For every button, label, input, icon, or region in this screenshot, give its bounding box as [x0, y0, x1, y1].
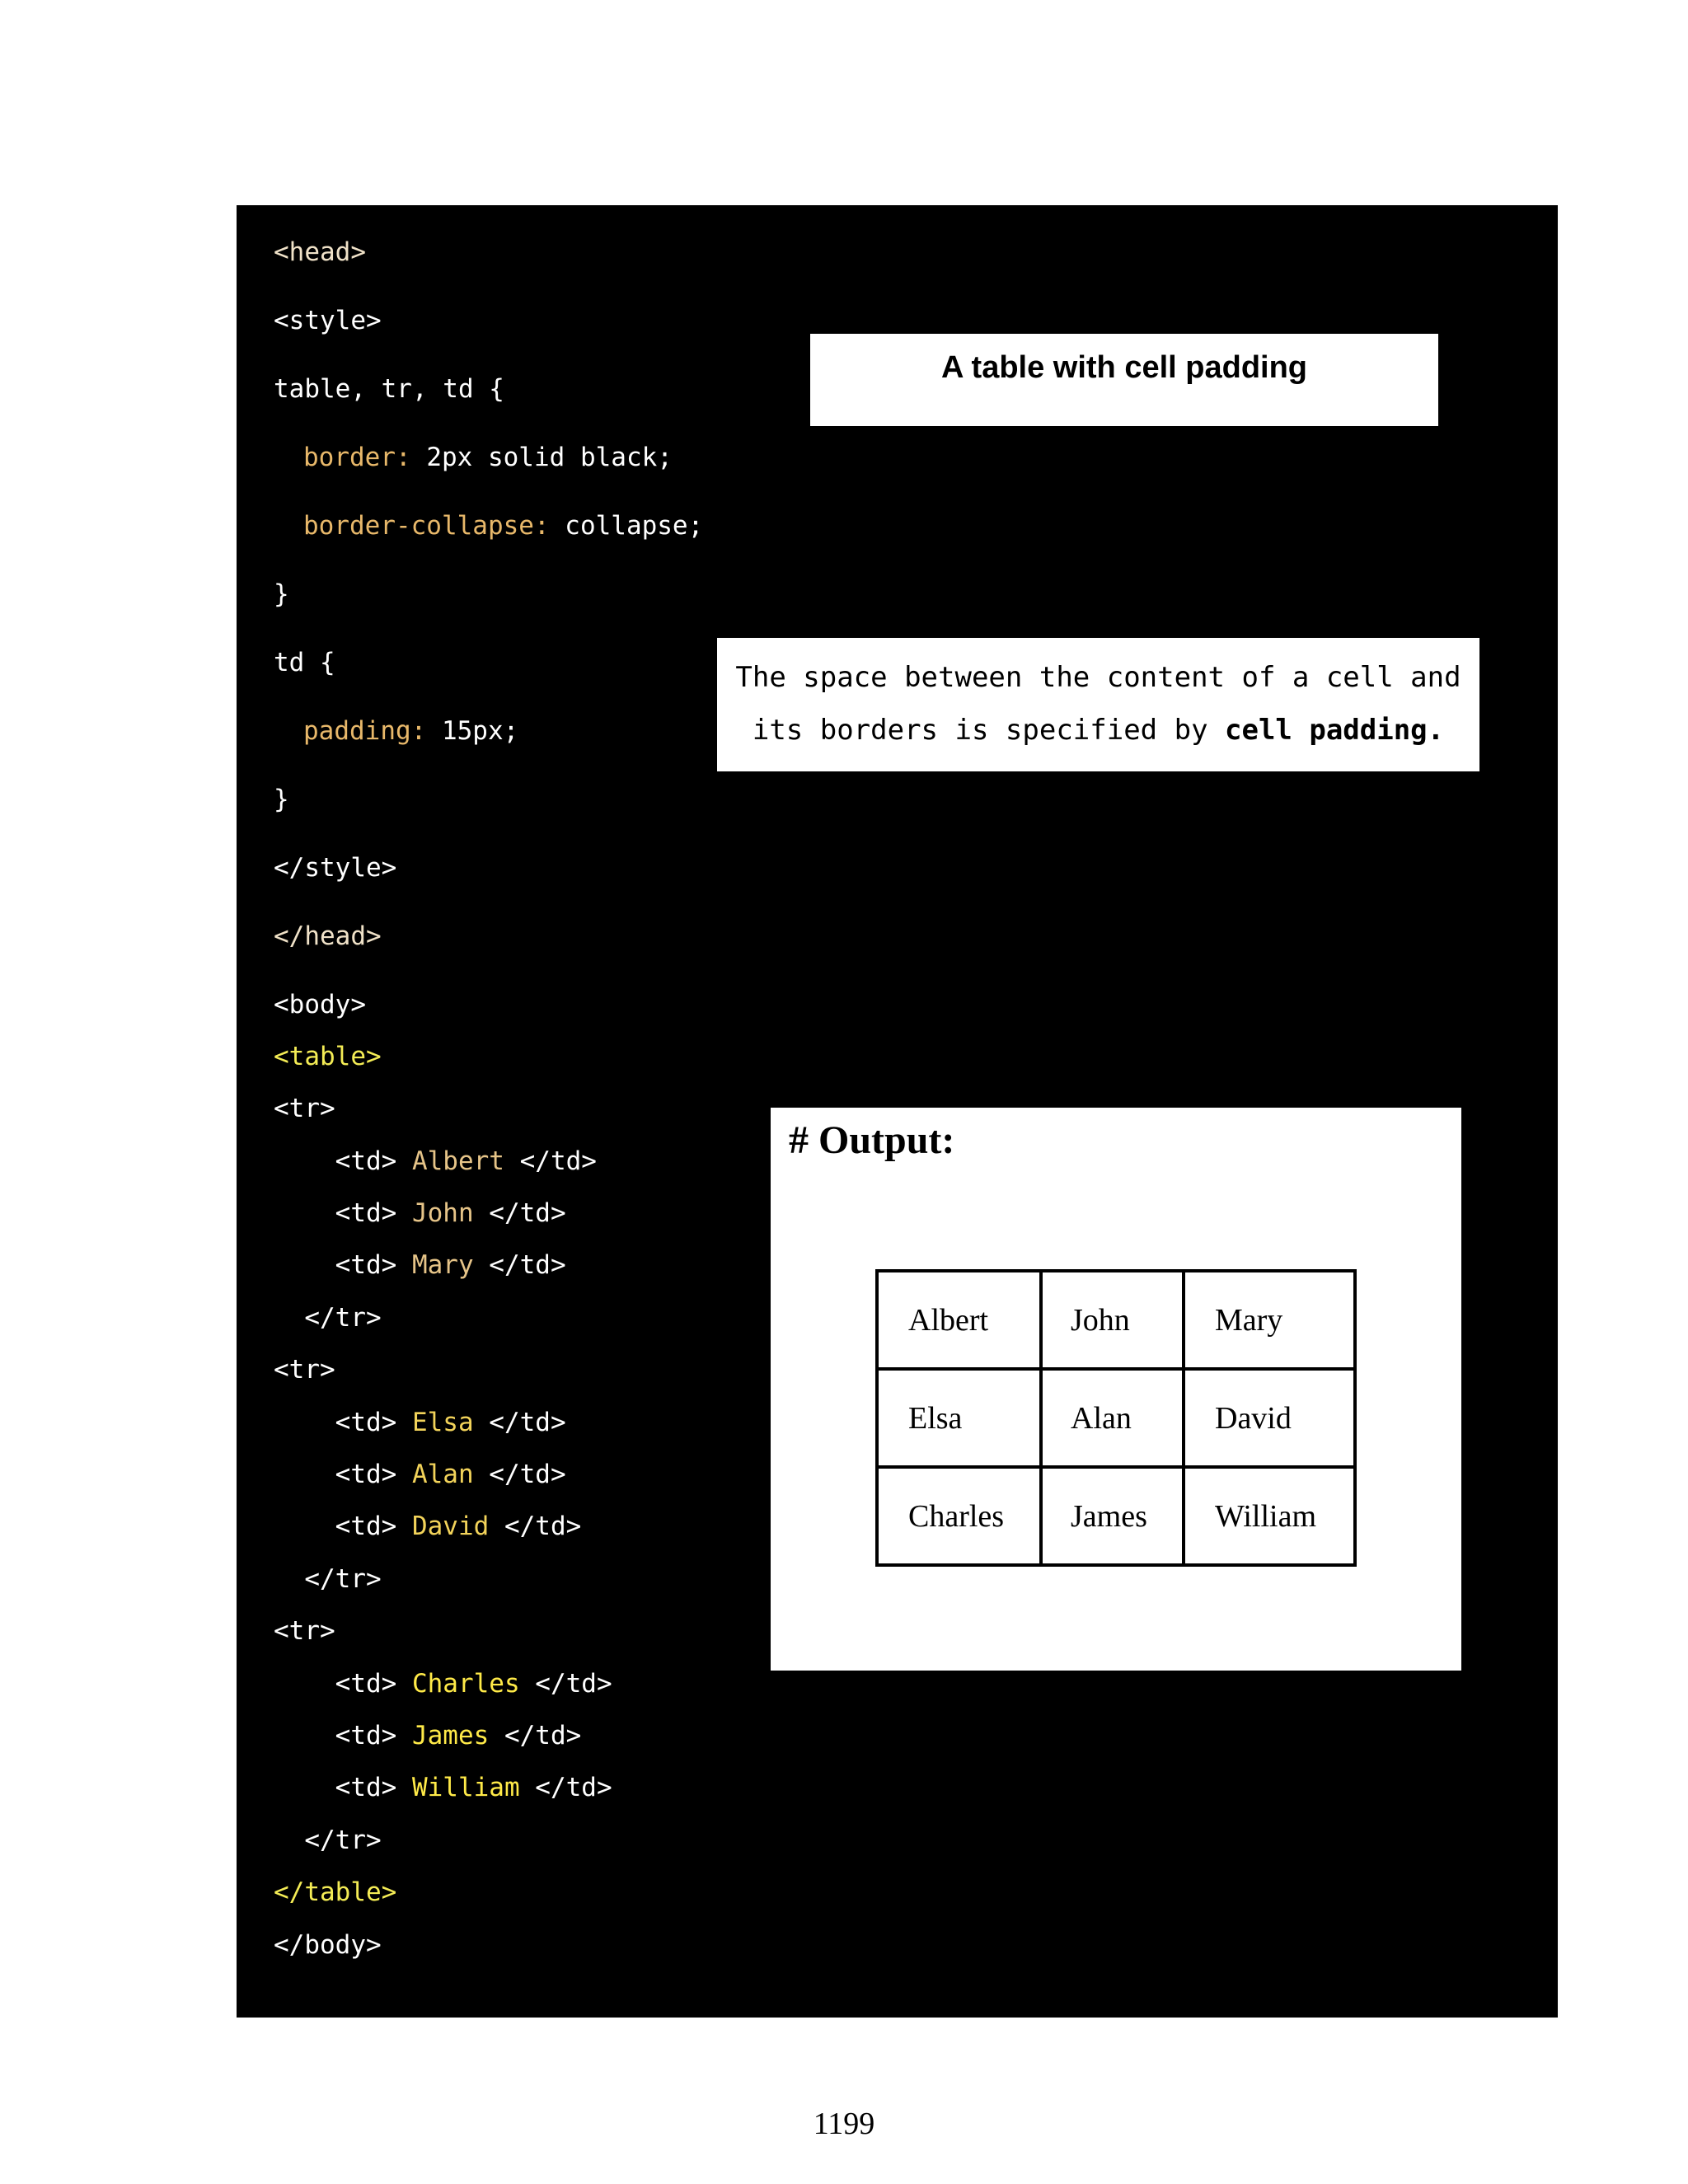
td-open: <td>: [274, 1198, 412, 1228]
td-close: </td>: [489, 1511, 582, 1541]
table-cell: Albert: [877, 1271, 1041, 1369]
code-line-tr2-close: </tr>: [274, 1564, 382, 1594]
code-line-padding: [303, 716, 518, 746]
code-line-r1c3: [274, 1250, 566, 1280]
css-property-border-collapse: border-collapse:: [303, 511, 550, 541]
description-line-2: [717, 704, 1479, 757]
table-cell: Mary: [1184, 1271, 1355, 1369]
code-line-tr3-open: <tr>: [274, 1616, 335, 1646]
td-close: </td>: [473, 1250, 566, 1280]
css-value-border: 2px solid black;: [410, 443, 673, 472]
description-text: its borders is specified by: [752, 714, 1226, 747]
code-line-body-open: <body>: [274, 990, 366, 1019]
td-close: </td>: [519, 1669, 612, 1699]
table-cell: David: [1184, 1369, 1355, 1467]
table-cell: Charles: [877, 1467, 1041, 1565]
code-line-body-close: </body>: [274, 1930, 382, 1960]
code-line-r1c2: [274, 1198, 566, 1228]
code-line-selector-1: table, tr, td {: [274, 374, 504, 404]
td-close: </td>: [473, 1198, 566, 1228]
code-line-table-open: <table>: [274, 1042, 382, 1071]
code-line-selector-2: td {: [274, 648, 335, 677]
code-line-tr1-open: <tr>: [274, 1094, 335, 1123]
table-cell: John: [1041, 1271, 1184, 1369]
page-number: 1199: [813, 2107, 875, 2141]
css-value-border-collapse: collapse;: [549, 511, 704, 541]
td-open: <td>: [274, 1250, 412, 1280]
code-line-head-open: <head>: [274, 237, 366, 267]
description-box: [717, 638, 1479, 771]
cell-value: Elsa: [411, 1408, 474, 1437]
cell-value: Charles: [411, 1669, 520, 1699]
td-open: <td>: [274, 1669, 412, 1699]
code-line-r2c1: [274, 1408, 566, 1437]
table-cell: James: [1041, 1467, 1184, 1565]
code-line-tr1-close: </tr>: [274, 1303, 382, 1333]
code-line-close-1: }: [274, 579, 289, 609]
td-close: </td>: [519, 1773, 612, 1802]
code-line-r3c3: [274, 1773, 612, 1802]
cell-value: Albert: [411, 1146, 504, 1176]
cell-value: David: [411, 1511, 490, 1541]
code-line-border: [303, 443, 673, 472]
td-close: </td>: [473, 1408, 566, 1437]
table-row: [877, 1467, 1355, 1565]
code-line-head-close: </head>: [274, 921, 382, 951]
output-heading: # Output:: [789, 1118, 955, 1162]
code-line-close-2: }: [274, 785, 289, 814]
description-emphasis: cell padding.: [1225, 714, 1445, 747]
td-open: <td>: [274, 1721, 412, 1750]
cell-value: Alan: [411, 1460, 474, 1489]
code-line-r2c3: [274, 1511, 581, 1541]
td-close: </td>: [504, 1146, 597, 1176]
td-open: <td>: [274, 1460, 412, 1489]
css-property-padding: padding:: [303, 716, 427, 746]
code-line-r3c2: [274, 1721, 581, 1750]
code-line-r3c1: [274, 1669, 612, 1699]
table-cell: Elsa: [877, 1369, 1041, 1467]
output-table: [875, 1269, 1357, 1567]
td-close: </td>: [489, 1721, 582, 1750]
table-row: [877, 1271, 1355, 1369]
code-line-table-close: </table>: [274, 1877, 397, 1907]
table-row: [877, 1369, 1355, 1467]
cell-value: James: [411, 1721, 490, 1750]
code-line-border-collapse: [303, 511, 703, 541]
cell-value: William: [411, 1773, 520, 1802]
td-open: <td>: [274, 1511, 412, 1541]
td-close: </td>: [473, 1460, 566, 1489]
description-line-1: The space between the content of a cell and: [735, 661, 1461, 694]
code-line-r2c2: [274, 1460, 566, 1489]
output-box: [771, 1108, 1461, 1671]
td-open: <td>: [274, 1146, 412, 1176]
code-line-style-open: <style>: [274, 306, 382, 335]
code-line-r1c1: [274, 1146, 597, 1176]
css-property-border: border:: [303, 443, 411, 472]
cell-value: Mary: [411, 1250, 474, 1280]
code-line-tr2-open: <tr>: [274, 1355, 335, 1385]
code-line-tr3-close: </tr>: [274, 1825, 382, 1855]
title-box: A table with cell padding: [810, 334, 1438, 426]
table-cell: Alan: [1041, 1369, 1184, 1467]
code-line-style-close: </style>: [274, 853, 397, 883]
td-open: <td>: [274, 1408, 412, 1437]
td-open: <td>: [274, 1773, 412, 1802]
table-cell: William: [1184, 1467, 1355, 1565]
cell-value: John: [411, 1198, 474, 1228]
css-value-padding: 15px;: [426, 716, 519, 746]
